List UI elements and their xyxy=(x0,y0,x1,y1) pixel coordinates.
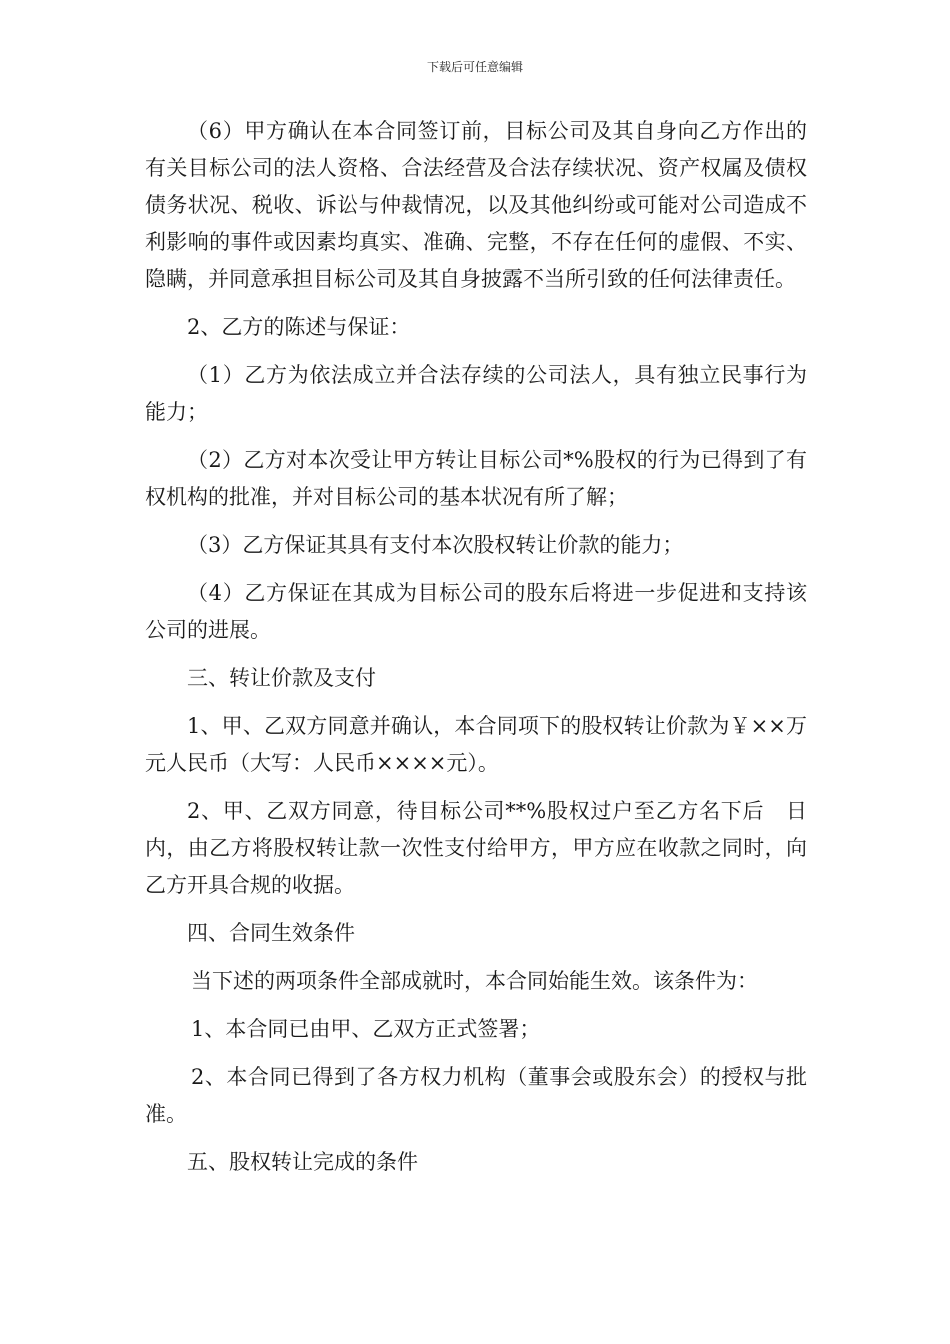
paragraph-clause: （1）乙方为依法成立并合法存续的公司法人，具有独立民事行为能力； xyxy=(145,363,807,424)
paragraph-clause: 1、本合同已由甲、乙双方正式签署； xyxy=(191,1017,541,1041)
document-body xyxy=(145,113,807,1192)
section-heading: 五、股权转让完成的条件 xyxy=(187,1150,418,1174)
paragraph-clause-6: （6）甲方确认在本合同签订前，目标公司及其自身向乙方作出的有关目标公司的法人资格、合法经营及合法存续状况、资产权属及债权债务状况、税收、诉讼与仲裁情况，以及其他纠纷或可能对公司造成不利影响的事件或因素均真实、准确、完整，不存在任何的虚假、不实、隐瞒，并同意承担目标公司及其自身披露不当所引致的任何法律责任。 xyxy=(145,119,807,291)
paragraph-clause: （2）乙方对本次受让甲方转让目标公司*%股权的行为已得到了有权机构的批准，并对目标公司的基本状况有所了解； xyxy=(145,448,807,509)
paragraph-clause: （3）乙方保证其具有支付本次股权转让价款的能力； xyxy=(187,533,684,557)
paragraph-clause: 1、甲、乙双方同意并确认，本合同项下的股权转让价款为￥××万元人民币（大写：人民币××××元）。 xyxy=(145,714,807,775)
paragraph-clause: （4）乙方保证在其成为目标公司的股东后将进一步促进和支持该公司的进展。 xyxy=(145,581,807,642)
paragraph-clause: 当下述的两项条件全部成就时，本合同始能生效。该条件为： xyxy=(191,969,758,993)
paragraph-section-heading: 2、乙方的陈述与保证： xyxy=(187,315,411,339)
paragraph-clause: 2、甲、乙双方同意，待目标公司**%股权过户至乙方名下后 日内，由乙方将股权转让款一次性支付给甲方，甲方应在收款之同时，向乙方开具合规的收据。 xyxy=(145,799,807,897)
paragraph-clause: 2、本合同已得到了各方权力机构（董事会或股东会）的授权与批准。 xyxy=(145,1065,807,1126)
section-heading: 四、合同生效条件 xyxy=(187,921,355,945)
header-note: 下载后可任意编辑 xyxy=(426,60,523,74)
section-heading: 三、转让价款及支付 xyxy=(187,666,376,690)
